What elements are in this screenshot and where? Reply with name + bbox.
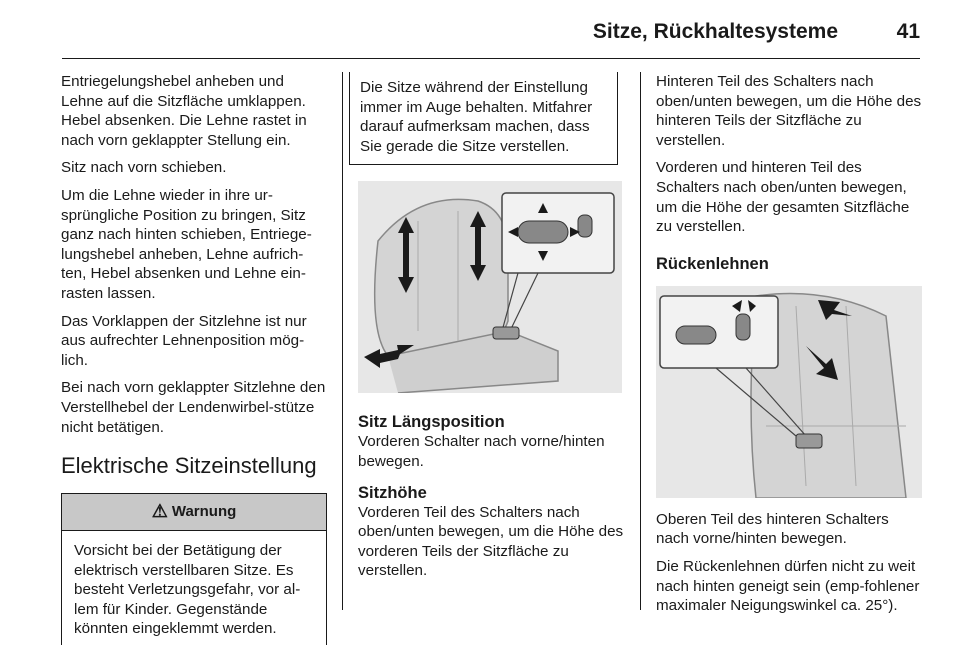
column-middle xyxy=(358,72,626,589)
page-number: 41 xyxy=(896,20,920,43)
page-header xyxy=(0,0,960,60)
paragraph: Vorderen Teil des Schalters nach oben/unten bewegen, um die Höhe des vorderen Teils der Sitzfläche zu verstellen. xyxy=(358,503,624,580)
section-title: Rückenlehnen xyxy=(656,254,769,273)
paragraph: Um die Lehne wieder in ihre ur-sprüngliche Position zu bringen, Sitz ganz nach hinten schieben, Entriege-lungshebel anheben, Lehne aufrich-ten, Hebel absenken und Lehne ein-rasten lassen. xyxy=(61,186,312,302)
paragraph: Das Vorklappen der Sitzlehne ist nur aus aufrechter Lehnenposition mög-lich. xyxy=(61,312,307,369)
subsection-title: Sitz Längsposition xyxy=(358,413,505,432)
paragraph: Sitz nach vorn schieben. xyxy=(61,159,227,177)
column-divider xyxy=(640,72,641,610)
column-divider xyxy=(342,72,343,610)
section-title: Elektrische Sitzeinstellung xyxy=(61,453,317,479)
column-left xyxy=(61,72,327,645)
header-divider xyxy=(62,58,920,59)
warning-text: Vorsicht bei der Betätigung der elektrisch verstellbaren Sitze. Es besteht Verletzungsgefahr, vor al-lem für Kinder. Gegenstände könnten eingeklemmt werden. xyxy=(74,542,301,638)
paragraph: Die Rückenlehnen dürfen nicht zu weit nach hinten geneigt sein (emp-fohlener maximaler Neigungswinkel ca. 25°). xyxy=(656,557,920,615)
warning-box xyxy=(61,493,327,645)
column-right xyxy=(656,72,922,624)
backrest-switch-illustration xyxy=(656,286,922,498)
page-title: Sitze, Rückhaltesysteme xyxy=(592,20,838,43)
warning-label: Warnung xyxy=(171,503,237,521)
paragraph: Entriegelungshebel anheben und Lehne auf die Sitzfläche umklappen. Hebel absenken. Die Lehne rastet in nach vorn geklappter Stellung ein. xyxy=(61,73,307,149)
warning-triangle-icon: ⚠ xyxy=(151,501,168,522)
paragraph: Vorderen und hinteren Teil des Schalters nach oben/unten bewegen, um die Höhe der gesamten Sitzfläche zu verstellen. xyxy=(656,159,910,236)
paragraph: Oberen Teil des hinteren Schalters nach vorne/hinten bewegen. xyxy=(656,510,889,548)
subsection-title: Sitzhöhe xyxy=(358,483,427,502)
note-box: Die Sitze während der Einstellung immer im Auge behalten. Mitfahrer darauf aufmerksam machen, dass Sie gerade die Sitze verstellen. xyxy=(349,72,618,165)
paragraph: Vorderen Schalter nach vorne/hinten bewegen. xyxy=(358,433,605,470)
warning-header xyxy=(62,493,326,531)
paragraph: Bei nach vorn geklappter Sitzlehne den Verstellhebel der Lendenwirbel-stütze nicht betätigen. xyxy=(61,379,326,436)
seat-switch-illustration xyxy=(358,181,622,393)
paragraph: Hinteren Teil des Schalters nach oben/unten bewegen, um die Höhe des hinteren Teils der Sitzfläche zu verstellen. xyxy=(656,73,922,149)
